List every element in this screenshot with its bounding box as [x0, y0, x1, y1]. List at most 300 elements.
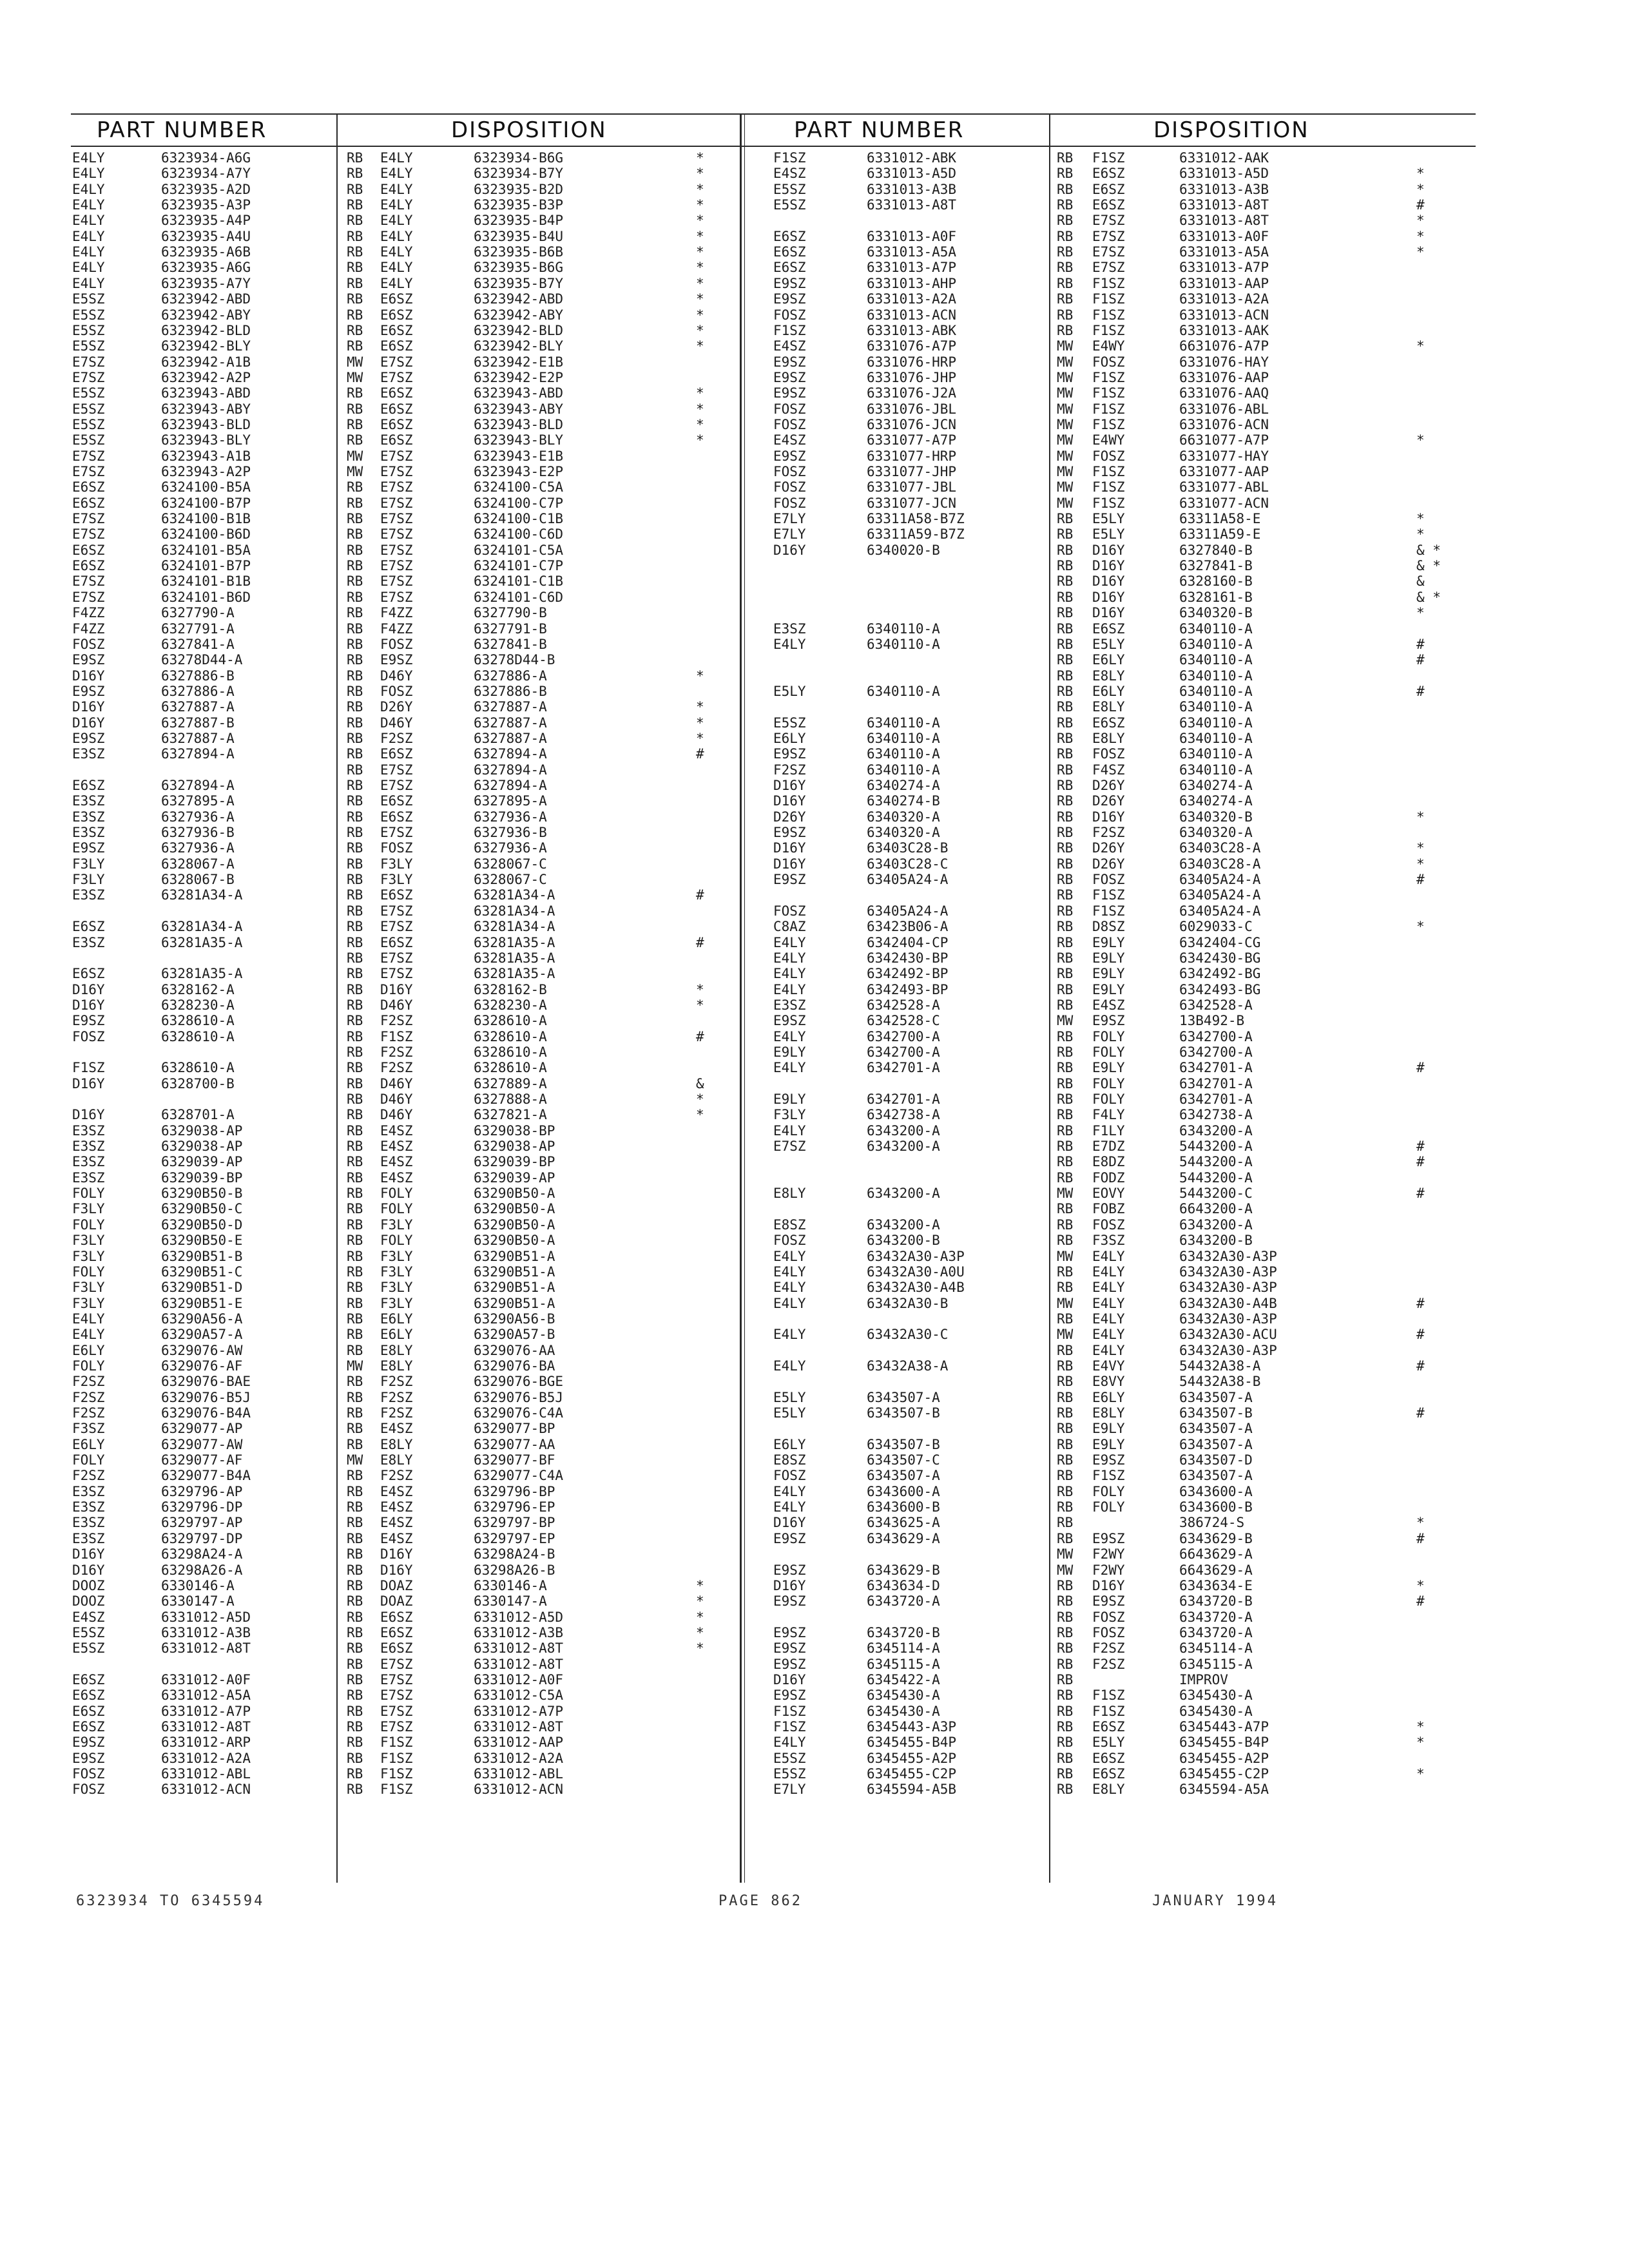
replacement-model: F1SZ: [380, 1782, 413, 1798]
model-code: E5SZ: [72, 291, 105, 307]
replacement-model: E6SZ: [1092, 1750, 1125, 1766]
disposition-code: RB: [1057, 1342, 1074, 1358]
part-number: 6324101-B1B: [161, 573, 251, 590]
model-code: F1SZ: [773, 1703, 806, 1719]
replacement-model: F2SZ: [1092, 825, 1125, 841]
disposition-code: RB: [1057, 1750, 1074, 1766]
part-number: 6331013-A5D: [867, 166, 957, 182]
replacement-part: 6331077-ACN: [1179, 495, 1269, 511]
note-mark: *: [1416, 213, 1425, 229]
model-code: E9SZ: [773, 385, 806, 401]
part-number: 6329039-AP: [161, 1154, 243, 1170]
replacement-part: 6323935-B4P: [474, 213, 564, 229]
model-code: E7SZ: [72, 464, 105, 479]
replacement-model: D8SZ: [1092, 919, 1125, 935]
disposition-code: RB: [347, 228, 363, 244]
replacement-model: F2SZ: [380, 1044, 413, 1060]
replacement-model: E4SZ: [1092, 997, 1125, 1013]
disposition-code: MW: [1057, 1013, 1074, 1029]
replacement-model: E4LY: [1092, 1311, 1125, 1327]
part-number: 6323935-A4P: [161, 213, 251, 229]
replacement-model: E9LY: [1092, 1060, 1125, 1076]
part-number: 6345443-A3P: [867, 1719, 957, 1735]
part-number: 6328610-A: [161, 1060, 235, 1076]
note-mark: *: [1416, 1515, 1425, 1531]
replacement-model: E8LY: [380, 1358, 413, 1374]
disposition-code: RB: [1057, 981, 1074, 997]
model-code: DOOZ: [72, 1593, 105, 1610]
disposition-code: RB: [347, 1122, 363, 1139]
disposition-code: RB: [347, 919, 363, 935]
model-code: FOSZ: [773, 479, 806, 495]
part-number: 63423B06-A: [867, 919, 949, 935]
part-number: 6330146-A: [161, 1577, 235, 1593]
part-number: 6343634-D: [867, 1577, 940, 1593]
disposition-code: RB: [347, 1640, 363, 1657]
replacement-model: E8LY: [380, 1452, 413, 1468]
part-number: 63290B50-E: [161, 1233, 243, 1249]
replacement-part: 5443200-A: [1179, 1169, 1253, 1186]
replacement-part: 6331012-A5D: [474, 1609, 564, 1625]
disposition-code: RB: [1057, 244, 1074, 260]
disposition-code: RB: [1057, 1169, 1074, 1186]
disposition-code: RB: [1057, 1703, 1074, 1719]
replacement-model: F4SZ: [1092, 762, 1125, 778]
replacement-part: 6324101-C7P: [474, 558, 564, 574]
replacement-model: E4LY: [380, 260, 413, 276]
model-code: E4LY: [72, 197, 105, 213]
part-number-header-right: PART NUMBER: [794, 117, 965, 143]
part-number: 6331013-A7P: [867, 260, 957, 276]
part-number: 6331013-A5A: [867, 244, 957, 260]
part-number: 6327936-B: [161, 825, 235, 841]
model-code: E4LY: [773, 1280, 806, 1296]
disposition-code: RB: [347, 197, 363, 213]
replacement-part: 6324100-C7P: [474, 495, 564, 511]
model-code: E4SZ: [72, 1609, 105, 1625]
model-code: E4LY: [773, 1499, 806, 1515]
replacement-model: E7SZ: [380, 495, 413, 511]
disposition-header-right: DISPOSITION: [1153, 117, 1309, 143]
disposition-code: RB: [347, 1028, 363, 1044]
part-number: 6323942-ABD: [161, 291, 251, 307]
disposition-code: RB: [1057, 1405, 1074, 1421]
replacement-part: 6323943-BLD: [474, 416, 564, 432]
part-number: 6345114-A: [867, 1640, 940, 1657]
replacement-model: F1SZ: [1092, 903, 1125, 919]
model-code: E6LY: [72, 1436, 105, 1452]
right-part-divider: [1049, 113, 1050, 1883]
part-number: 6343629-A: [867, 1530, 940, 1546]
replacement-part: 6345455-B4P: [1179, 1735, 1269, 1751]
replacement-part: 6331012-ABL: [474, 1766, 564, 1782]
replacement-part: 6327821-A: [474, 1107, 547, 1123]
disposition-code: RB: [347, 1311, 363, 1327]
replacement-model: E9LY: [1092, 950, 1125, 966]
disposition-code: RB: [1057, 1154, 1074, 1170]
disposition-code: RB: [1057, 1624, 1074, 1640]
part-number: 63405A24-A: [867, 872, 949, 888]
replacement-model: E4LY: [380, 197, 413, 213]
replacement-part: 6329038-BP: [474, 1122, 555, 1139]
note-mark: *: [1416, 919, 1425, 935]
replacement-part: 6029033-C: [1179, 919, 1253, 935]
disposition-code: RB: [1057, 213, 1074, 229]
footer-date: JANUARY 1994: [1152, 1893, 1278, 1909]
disposition-code: MW: [347, 1358, 363, 1374]
part-number: 6324101-B7P: [161, 558, 251, 574]
replacement-part: 6329077-BP: [474, 1421, 555, 1437]
replacement-model: E6LY: [1092, 1389, 1125, 1405]
replacement-part: 6343200-B: [1179, 1233, 1253, 1249]
replacement-part: 6342738-A: [1179, 1107, 1253, 1123]
model-code: E4LY: [72, 260, 105, 276]
replacement-model: E4LY: [380, 166, 413, 182]
replacement-part: 6324100-C1B: [474, 511, 564, 527]
part-number: 6340274-A: [867, 778, 940, 793]
replacement-part: 6345443-A7P: [1179, 1719, 1269, 1735]
replacement-model: E6SZ: [380, 793, 413, 809]
replacement-part: 63405A24-A: [1179, 887, 1261, 903]
part-number: 6331012-ARP: [161, 1735, 251, 1751]
disposition-code: RB: [347, 872, 363, 888]
note-mark: #: [1416, 1530, 1425, 1546]
part-number: 6331013-ABK: [867, 322, 957, 338]
replacement-part: 6345115-A: [1179, 1656, 1253, 1672]
model-code: E4LY: [72, 244, 105, 260]
disposition-code: RB: [347, 1562, 363, 1578]
part-number: 63311A59-B7Z: [867, 526, 965, 543]
model-code: D16Y: [773, 1577, 806, 1593]
disposition-code: MW: [1057, 338, 1074, 354]
replacement-model: FOSZ: [1092, 354, 1125, 370]
replacement-part: 6340110-A: [1179, 746, 1253, 762]
part-number: 6323942-A1B: [161, 354, 251, 370]
replacement-part: 63432A30-A3P: [1179, 1264, 1277, 1280]
replacement-model: F4ZZ: [380, 605, 413, 621]
model-code: E9SZ: [72, 683, 105, 699]
disposition-code: RB: [1057, 1468, 1074, 1484]
disposition-code: RB: [1057, 166, 1074, 182]
model-code: D16Y: [773, 840, 806, 856]
model-code: E4SZ: [773, 166, 806, 182]
replacement-part: 6327894-A: [474, 778, 547, 793]
part-number: 63298A26-A: [161, 1562, 243, 1578]
disposition-header-left: DISPOSITION: [451, 117, 607, 143]
replacement-model: D26Y: [1092, 778, 1125, 793]
replacement-part: 63311A59-E: [1179, 526, 1261, 543]
model-code: D16Y: [72, 699, 105, 715]
part-number: 6331077-A7P: [867, 432, 957, 448]
model-code: D16Y: [72, 715, 105, 731]
replacement-model: F1SZ: [1092, 1703, 1125, 1719]
replacement-model: E6SZ: [380, 416, 413, 432]
replacement-model: E6LY: [380, 1311, 413, 1327]
model-code: E5SZ: [773, 715, 806, 731]
replacement-part: 63281A35-A: [474, 950, 555, 966]
note-mark: &: [1416, 573, 1425, 590]
replacement-part: 6342701-A: [1179, 1091, 1253, 1107]
model-code: E6SZ: [72, 479, 105, 495]
disposition-code: RB: [347, 636, 363, 652]
replacement-part: 6327888-A: [474, 1091, 547, 1107]
part-number: 6323935-A4U: [161, 228, 251, 244]
part-number: 6331013-A3B: [867, 181, 957, 197]
model-code: FOSZ: [773, 1233, 806, 1249]
replacement-model: DOAZ: [380, 1577, 413, 1593]
disposition-code: RB: [1057, 1091, 1074, 1107]
model-code: E4LY: [72, 213, 105, 229]
part-number: 6329076-AF: [161, 1358, 243, 1374]
replacement-model: F2SZ: [380, 1405, 413, 1421]
disposition-code: RB: [347, 1091, 363, 1107]
disposition-code: RB: [1057, 825, 1074, 841]
note-mark: #: [696, 887, 704, 903]
model-code: F3LY: [72, 1233, 105, 1249]
replacement-model: F1SZ: [1092, 416, 1125, 432]
replacement-part: 6331012-A8T: [474, 1640, 564, 1657]
part-number: 6329038-AP: [161, 1139, 243, 1155]
replacement-part: 6323942-E2P: [474, 369, 564, 385]
part-number: 63281A34-A: [161, 887, 243, 903]
disposition-code: RB: [1057, 1122, 1074, 1139]
disposition-code: RB: [347, 150, 363, 166]
model-code: F3SZ: [72, 1421, 105, 1437]
disposition-code: RB: [347, 746, 363, 762]
replacement-model: E6SZ: [1092, 1719, 1125, 1735]
replacement-model: E7SZ: [380, 1687, 413, 1704]
replacement-part: 63290B51-A: [474, 1264, 555, 1280]
model-code: DOOZ: [72, 1577, 105, 1593]
disposition-code: RB: [347, 1154, 363, 1170]
part-number: 6340110-A: [867, 715, 940, 731]
part-number: 6331013-A8T: [867, 197, 957, 213]
replacement-part: 6340274-A: [1179, 778, 1253, 793]
replacement-part: 6327840-B: [1179, 542, 1253, 558]
replacement-model: F2SZ: [1092, 1640, 1125, 1657]
replacement-part: 6340320-A: [1179, 825, 1253, 841]
replacement-part: 6631077-A7P: [1179, 432, 1269, 448]
part-number: 6343600-B: [867, 1499, 940, 1515]
part-number: 6331076-JCN: [867, 416, 957, 432]
replacement-part: 6342492-BG: [1179, 966, 1261, 982]
replacement-model: F3LY: [380, 856, 413, 872]
note-mark: *: [696, 416, 704, 432]
disposition-code: RB: [1057, 1656, 1074, 1672]
replacement-model: E4SZ: [380, 1499, 413, 1515]
model-code: E5SZ: [72, 338, 105, 354]
replacement-model: F2SZ: [380, 1389, 413, 1405]
disposition-code: RB: [347, 1671, 363, 1687]
replacement-part: 6331076-ABL: [1179, 401, 1269, 417]
replacement-model: E7SZ: [380, 1656, 413, 1672]
model-code: D16Y: [72, 668, 105, 684]
replacement-model: D26Y: [1092, 793, 1125, 809]
replacement-part: 6323935-B6G: [474, 260, 564, 276]
replacement-model: E6SZ: [1092, 197, 1125, 213]
replacement-part: 6329797-BP: [474, 1515, 555, 1531]
model-code: C8AZ: [773, 919, 806, 935]
replacement-part: 6327791-B: [474, 620, 547, 637]
model-code: F3LY: [773, 1107, 806, 1123]
model-code: FOSZ: [72, 1782, 105, 1798]
replacement-model: E8LY: [1092, 1782, 1125, 1798]
part-number: 6342701-A: [867, 1060, 940, 1076]
disposition-code: RB: [347, 275, 363, 291]
model-code: D16Y: [72, 1075, 105, 1091]
part-number: 6327936-A: [161, 840, 235, 856]
replacement-model: D46Y: [380, 715, 413, 731]
replacement-model: E9LY: [1092, 981, 1125, 997]
model-code: E5SZ: [72, 1624, 105, 1640]
model-code: E7LY: [773, 526, 806, 543]
part-number: 6331076-JHP: [867, 369, 957, 385]
model-code: FOSZ: [72, 636, 105, 652]
model-code: E3SZ: [72, 793, 105, 809]
replacement-part: 6327936-A: [474, 840, 547, 856]
part-number: 6342700-A: [867, 1028, 940, 1044]
model-code: E9SZ: [773, 825, 806, 841]
model-code: E4LY: [773, 950, 806, 966]
model-code: E9LY: [773, 1044, 806, 1060]
replacement-model: F1SZ: [1092, 307, 1125, 323]
replacement-part: 6340110-A: [1179, 730, 1253, 746]
part-number: 6329076-B5J: [161, 1389, 251, 1405]
disposition-code: RB: [1057, 966, 1074, 982]
note-mark: *: [696, 181, 704, 197]
model-code: FOLY: [72, 1358, 105, 1374]
part-number: 6345455-A2P: [867, 1750, 957, 1766]
disposition-code: MW: [1057, 1295, 1074, 1311]
replacement-part: 6329076-BGE: [474, 1374, 564, 1390]
model-code: E7LY: [773, 511, 806, 527]
part-number: 6331077-JHP: [867, 464, 957, 479]
note-mark: &: [696, 1075, 704, 1091]
replacement-part: 6328610-A: [474, 1060, 547, 1076]
replacement-part: 63290A57-B: [474, 1327, 555, 1343]
replacement-part: 6343600-B: [1179, 1499, 1253, 1515]
part-number: 63403C28-B: [867, 840, 949, 856]
part-number: 6329039-BP: [161, 1169, 243, 1186]
part-number: 6323935-A6B: [161, 244, 251, 260]
disposition-code: RB: [347, 1075, 363, 1091]
note-mark: #: [1416, 1327, 1425, 1343]
replacement-part: 6342493-BG: [1179, 981, 1261, 997]
model-code: E9SZ: [72, 1735, 105, 1751]
model-code: FOSZ: [773, 464, 806, 479]
part-number: 63432A30-C: [867, 1327, 949, 1343]
disposition-code: RB: [1057, 228, 1074, 244]
replacement-model: E6SZ: [380, 809, 413, 825]
part-number: 6328610-A: [161, 1028, 235, 1044]
replacement-model: E6LY: [1092, 683, 1125, 699]
replacement-part: 6327895-A: [474, 793, 547, 809]
replacement-part: 5443200-A: [1179, 1139, 1253, 1155]
replacement-part: 63290A56-B: [474, 1311, 555, 1327]
part-number: 63432A30-A3P: [867, 1248, 965, 1264]
model-code: F1SZ: [72, 1060, 105, 1076]
replacement-part: 6340110-A: [1179, 668, 1253, 684]
replacement-part: 6323943-ABY: [474, 401, 564, 417]
note-mark: *: [696, 730, 704, 746]
replacement-part: 6329039-AP: [474, 1169, 555, 1186]
disposition-code: RB: [1057, 1201, 1074, 1217]
part-number: 6343720-B: [867, 1624, 940, 1640]
model-code: FOSZ: [773, 307, 806, 323]
model-code: E6SZ: [773, 244, 806, 260]
model-code: E9SZ: [773, 448, 806, 464]
model-code: E3SZ: [72, 746, 105, 762]
part-number: 63278D44-A: [161, 652, 243, 668]
model-code: E4LY: [773, 966, 806, 982]
replacement-model: D16Y: [380, 1546, 413, 1562]
disposition-code: RB: [347, 1719, 363, 1735]
model-code: E4LY: [773, 1327, 806, 1343]
replacement-part: 63281A35-A: [474, 966, 555, 982]
replacement-model: E5LY: [1092, 526, 1125, 543]
replacement-model: FOSZ: [1092, 1624, 1125, 1640]
center-divider: [740, 113, 742, 1883]
disposition-code: RB: [347, 793, 363, 809]
replacement-part: 6323943-E1B: [474, 448, 564, 464]
model-code: E9SZ: [773, 1013, 806, 1029]
disposition-code: RB: [347, 856, 363, 872]
replacement-part: 63290B51-A: [474, 1295, 555, 1311]
note-mark: *: [696, 432, 704, 448]
part-number: 6342701-A: [867, 1091, 940, 1107]
replacement-part: 6345455-A2P: [1179, 1750, 1269, 1766]
model-code: E7SZ: [72, 573, 105, 590]
model-code: E6SZ: [773, 260, 806, 276]
part-number: 6331012-ABK: [867, 150, 957, 166]
replacement-part: 6324101-C1B: [474, 573, 564, 590]
footer-page: PAGE 862: [718, 1893, 802, 1909]
replacement-part: 6340110-A: [1179, 715, 1253, 731]
replacement-part: 6323942-ABY: [474, 307, 564, 323]
model-code: E9SZ: [773, 1624, 806, 1640]
replacement-model: F2WY: [1092, 1546, 1125, 1562]
disposition-code: RB: [347, 683, 363, 699]
model-code: E3SZ: [72, 1139, 105, 1155]
replacement-model: FOSZ: [1092, 1216, 1125, 1233]
replacement-model: E9LY: [1092, 1436, 1125, 1452]
replacement-model: FOLY: [380, 1186, 413, 1202]
part-number: 6327887-A: [161, 730, 235, 746]
replacement-model: E7SZ: [380, 966, 413, 982]
note-mark: #: [1416, 197, 1425, 213]
part-number: 6323943-ABD: [161, 385, 251, 401]
disposition-code: RB: [1057, 1358, 1074, 1374]
replacement-model: E4LY: [1092, 1295, 1125, 1311]
replacement-part: 6329797-EP: [474, 1530, 555, 1546]
model-code: F2SZ: [72, 1468, 105, 1484]
model-code: E4LY: [72, 150, 105, 166]
replacement-model: F1SZ: [380, 1750, 413, 1766]
replacement-part: 6328610-A: [474, 1013, 547, 1029]
note-mark: #: [1416, 1060, 1425, 1076]
disposition-code: MW: [347, 354, 363, 370]
disposition-code: RB: [347, 1624, 363, 1640]
replacement-model: E6LY: [1092, 652, 1125, 668]
replacement-part: 6327886-A: [474, 668, 547, 684]
replacement-model: E9SZ: [380, 652, 413, 668]
replacement-part: IMPROV: [1179, 1671, 1228, 1687]
model-code: E3SZ: [72, 1154, 105, 1170]
replacement-model: D16Y: [380, 1562, 413, 1578]
replacement-part: 6327894-A: [474, 746, 547, 762]
replacement-part: 6331077-ABL: [1179, 479, 1269, 495]
replacement-model: E7SZ: [380, 511, 413, 527]
